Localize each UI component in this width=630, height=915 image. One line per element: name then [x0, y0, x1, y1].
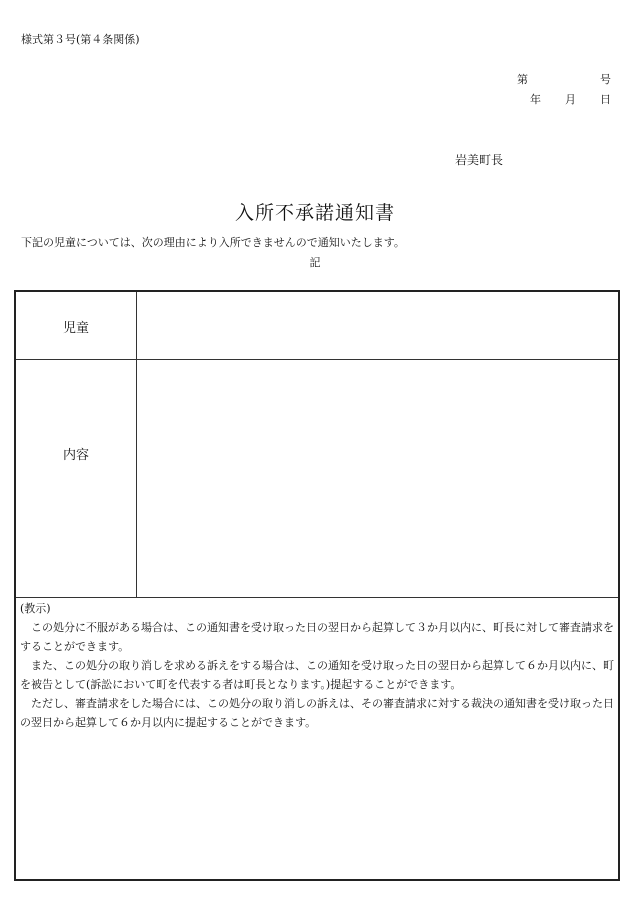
notice-heading: (教示) — [20, 602, 51, 615]
form-table — [14, 290, 620, 881]
month-label: 月 — [565, 93, 576, 106]
column-divider — [136, 292, 137, 597]
ki-marker: 記 — [309, 256, 321, 269]
child-label: 児童 — [62, 321, 89, 336]
intro-text: 下記の児童については、次の理由により入所できませんので通知いたします。 — [21, 236, 405, 249]
document-number-suffix: 号 — [600, 73, 611, 86]
appeal-notice — [20, 599, 614, 732]
year-label: 年 — [530, 93, 541, 106]
content-row — [16, 360, 618, 598]
content-label: 内容 — [62, 448, 89, 463]
notice-paragraph: また、この処分の取り消しを求める訴えをする場合は、この通知を受け取った日の翌日から起算して６か月以内に、町を被告として(訴訟において町を代表する者は町長となります。)提起することができます。 — [20, 659, 614, 691]
notice-paragraph: この処分に不服がある場合は、この通知書を受け取った日の翌日から起算して３か月以内に、町長に対して審査請求をすることができます。 — [20, 621, 614, 653]
notice-paragraph: ただし、審査請求をした場合には、この処分の取り消しの訴えは、その審査請求に対する裁決の通知書を受け取った日の翌日から起算して６か月以内に提起することができます。 — [20, 697, 614, 729]
day-label: 日 — [600, 93, 611, 106]
document-title: 入所不承諾通知書 — [234, 202, 395, 224]
form-number: 様式第３号(第４条関係) — [21, 33, 140, 46]
issuer-name: 岩美町長 — [455, 153, 504, 167]
child-row — [16, 292, 618, 360]
document-number-prefix: 第 — [517, 73, 528, 86]
